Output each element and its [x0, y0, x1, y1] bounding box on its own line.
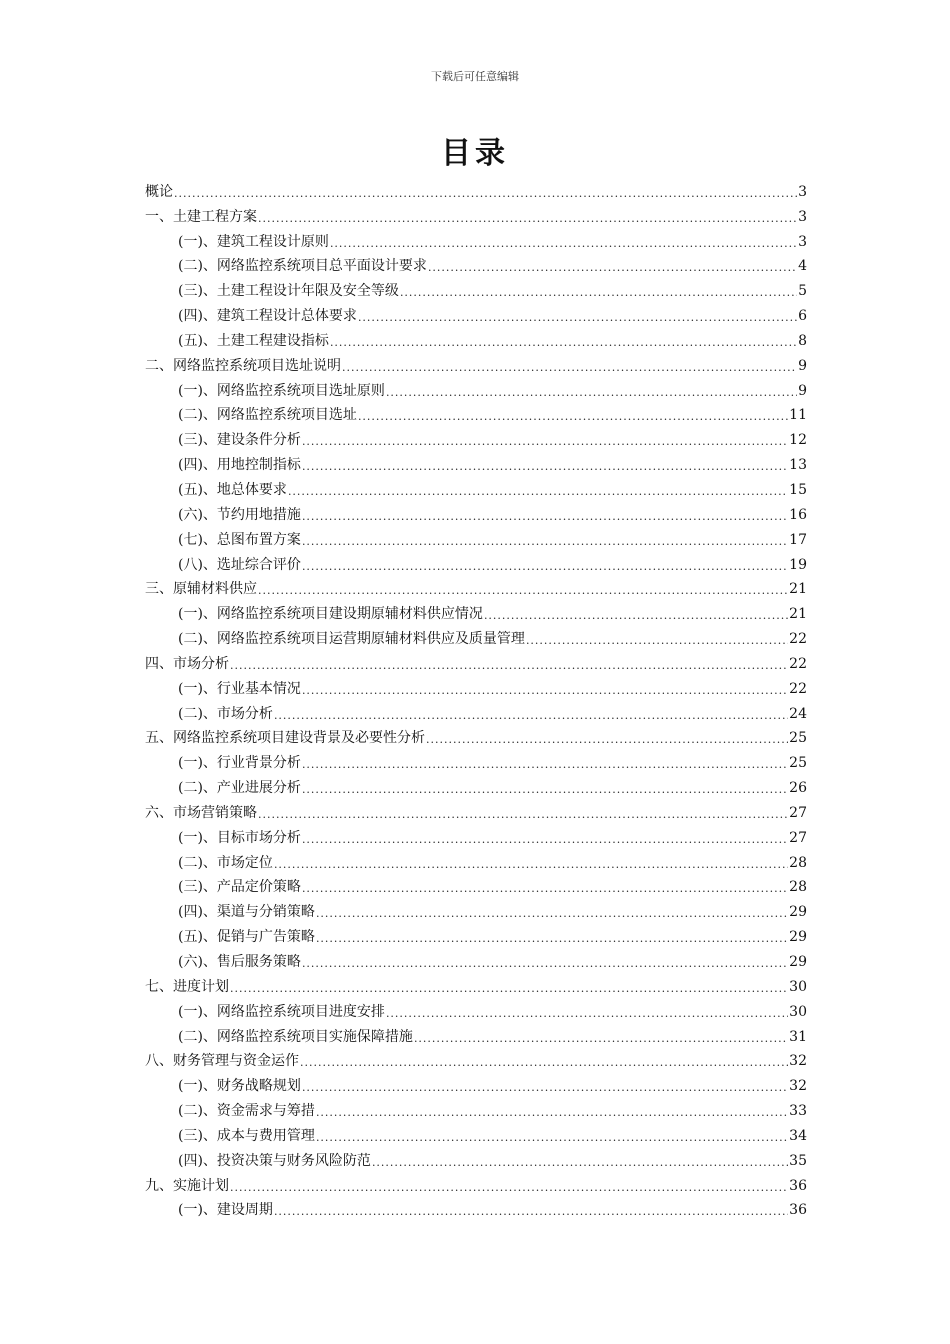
- toc-entry-title: (八)、选址综合评价: [178, 556, 301, 573]
- toc-leader-dots: [316, 1106, 788, 1120]
- toc-leader-dots: [302, 783, 788, 797]
- toc-entry[interactable]: [145, 772, 807, 797]
- toc-entry[interactable]: [145, 474, 807, 499]
- toc-entry-title: (一)、目标市场分析: [178, 829, 301, 846]
- toc-entry-page: 19: [789, 556, 807, 573]
- toc-entry[interactable]: [145, 847, 807, 872]
- toc-entry-page: 35: [789, 1152, 807, 1169]
- toc-entry-page: 22: [789, 631, 807, 648]
- toc-leader-dots: [230, 982, 788, 996]
- toc-entry-page: 16: [789, 506, 807, 523]
- toc-entry-title: 三、原辅材料供应: [145, 581, 257, 598]
- toc-entry[interactable]: [145, 574, 807, 599]
- toc-entry[interactable]: [145, 350, 807, 375]
- toc-leader-dots: [302, 1081, 788, 1095]
- toc-entry-page: 21: [789, 581, 807, 598]
- toc-entry[interactable]: [145, 1021, 807, 1046]
- toc-entry[interactable]: [145, 375, 807, 400]
- toc-leader-dots: [302, 535, 788, 549]
- toc-entry-title: (一)、财务战略规划: [178, 1078, 301, 1095]
- toc-entry-page: 25: [789, 755, 807, 772]
- toc-entry-title: (二)、网络监控系统项目运营期原辅材料供应及质量管理: [178, 631, 525, 648]
- toc-leader-dots: [386, 1007, 788, 1021]
- toc-entry-page: 36: [789, 1177, 807, 1194]
- toc-leader-dots: [274, 709, 788, 723]
- toc-entry[interactable]: [145, 996, 807, 1021]
- toc-entry[interactable]: [145, 921, 807, 946]
- toc-entry-title: (五)、地总体要求: [178, 481, 287, 498]
- toc-entry-title: (一)、行业背景分析: [178, 755, 301, 772]
- table-of-contents: [145, 176, 807, 1219]
- toc-entry-title: (二)、市场分析: [178, 705, 273, 722]
- page-title: 目录: [441, 136, 509, 171]
- toc-leader-dots: [258, 808, 788, 822]
- toc-entry-page: 15: [789, 481, 807, 498]
- toc-entry[interactable]: [145, 623, 807, 648]
- toc-leader-dots: [330, 237, 797, 251]
- toc-leader-dots: [302, 460, 788, 474]
- toc-entry[interactable]: [145, 226, 807, 251]
- toc-entry-page: 36: [789, 1202, 807, 1219]
- toc-entry-page: 30: [789, 1003, 807, 1020]
- toc-entry-page: 28: [789, 879, 807, 896]
- toc-leader-dots: [288, 485, 788, 499]
- toc-leader-dots: [174, 187, 797, 201]
- toc-entry-title: (一)、行业基本情况: [178, 680, 301, 697]
- toc-entry-page: 34: [789, 1127, 807, 1144]
- toc-entry[interactable]: [145, 1095, 807, 1120]
- toc-entry-page: 28: [789, 854, 807, 871]
- toc-leader-dots: [358, 410, 788, 424]
- toc-entry[interactable]: [145, 723, 807, 748]
- toc-entry-page: 27: [789, 829, 807, 846]
- toc-entry-title: (二)、网络监控系统项目选址: [178, 407, 357, 424]
- toc-leader-dots: [300, 1056, 788, 1070]
- toc-leader-dots: [316, 1131, 788, 1145]
- toc-leader-dots: [302, 684, 788, 698]
- toc-entry-page: 3: [798, 233, 807, 250]
- toc-entry-title: (三)、产品定价策略: [178, 879, 301, 896]
- toc-entry[interactable]: [145, 400, 807, 425]
- toc-entry[interactable]: [145, 1170, 807, 1195]
- toc-entry[interactable]: [145, 499, 807, 524]
- toc-entry-page: 4: [798, 258, 807, 275]
- toc-entry[interactable]: [145, 424, 807, 449]
- toc-entry-title: (一)、网络监控系统项目选址原则: [178, 382, 385, 399]
- toc-entry-title: (一)、建筑工程设计原则: [178, 233, 329, 250]
- toc-entry-page: 17: [789, 531, 807, 548]
- toc-entry-page: 32: [789, 1078, 807, 1095]
- toc-leader-dots: [330, 336, 797, 350]
- toc-entry[interactable]: [145, 1046, 807, 1071]
- toc-entry-title: 二、网络监控系统项目选址说明: [145, 357, 341, 374]
- toc-entry-page: 5: [798, 283, 807, 300]
- toc-leader-dots: [484, 609, 788, 623]
- toc-entry-title: (二)、网络监控系统项目总平面设计要求: [178, 258, 427, 275]
- toc-leader-dots: [400, 286, 797, 300]
- toc-entry-title: 四、市场分析: [145, 655, 229, 672]
- toc-entry-title: (三)、建设条件分析: [178, 432, 301, 449]
- toc-entry[interactable]: [145, 176, 807, 201]
- toc-entry-title: (二)、网络监控系统项目实施保障措施: [178, 1028, 413, 1045]
- toc-entry-title: (四)、投资决策与财务风险防范: [178, 1152, 371, 1169]
- toc-leader-dots: [302, 882, 788, 896]
- toc-leader-dots: [274, 1205, 788, 1219]
- toc-entry[interactable]: [145, 1120, 807, 1145]
- toc-leader-dots: [302, 833, 788, 847]
- toc-entry-page: 22: [789, 655, 807, 672]
- toc-entry-title: (七)、总图布置方案: [178, 531, 301, 548]
- toc-entry-title: 八、财务管理与资金运作: [145, 1053, 299, 1070]
- toc-leader-dots: [526, 634, 788, 648]
- toc-entry-page: 32: [789, 1053, 807, 1070]
- toc-entry[interactable]: [145, 896, 807, 921]
- toc-entry-title: (六)、售后服务策略: [178, 954, 301, 970]
- toc-entry[interactable]: [145, 872, 807, 897]
- toc-leader-dots: [258, 212, 797, 226]
- toc-entry-page: 9: [798, 382, 807, 399]
- toc-entry-page: 11: [789, 407, 807, 424]
- toc-leader-dots: [274, 858, 788, 872]
- toc-entry-page: 3: [798, 183, 807, 200]
- toc-entry[interactable]: [145, 549, 807, 574]
- toc-entry[interactable]: [145, 747, 807, 772]
- toc-entry[interactable]: [145, 325, 807, 350]
- toc-entry-title: (三)、土建工程设计年限及安全等级: [178, 283, 399, 300]
- toc-entry-title: 九、实施计划: [145, 1177, 229, 1194]
- toc-entry[interactable]: [145, 698, 807, 723]
- toc-entry-page: 29: [789, 904, 807, 921]
- toc-leader-dots: [414, 1032, 788, 1046]
- toc-entry[interactable]: [145, 524, 807, 549]
- toc-entry-title: (三)、成本与费用管理: [178, 1127, 315, 1144]
- toc-leader-dots: [342, 361, 797, 375]
- toc-entry[interactable]: [145, 648, 807, 673]
- toc-entry-title: (二)、市场定位: [178, 854, 273, 871]
- toc-entry-page: 6: [798, 308, 807, 325]
- toc-leader-dots: [428, 261, 797, 275]
- toc-entry-title: 五、网络监控系统项目建设背景及必要性分析: [145, 730, 425, 747]
- toc-entry-title: 七、进度计划: [145, 978, 229, 995]
- toc-entry[interactable]: [145, 300, 807, 325]
- toc-entry-page: 21: [789, 606, 807, 623]
- toc-entry[interactable]: [145, 201, 807, 226]
- toc-leader-dots: [372, 1156, 788, 1170]
- toc-entry-title: (二)、产业进展分析: [178, 780, 301, 797]
- toc-entry[interactable]: [145, 673, 807, 698]
- toc-entry-title: (一)、网络监控系统项目建设期原辅材料供应情况: [178, 606, 483, 623]
- toc-entry[interactable]: [145, 946, 807, 971]
- toc-leader-dots: [230, 1181, 788, 1195]
- toc-entry[interactable]: [145, 449, 807, 474]
- toc-leader-dots: [302, 957, 788, 971]
- toc-entry-page: 29: [789, 954, 807, 970]
- toc-entry-title: (一)、网络监控系统项目进度安排: [178, 1003, 385, 1020]
- toc-leader-dots: [358, 311, 797, 325]
- toc-entry-page: 12: [789, 432, 807, 449]
- toc-leader-dots: [386, 386, 797, 400]
- toc-entry-title: 六、市场营销策略: [145, 804, 257, 821]
- toc-entry-title: (四)、用地控制指标: [178, 457, 301, 474]
- toc-leader-dots: [302, 510, 788, 524]
- toc-leader-dots: [230, 659, 788, 673]
- toc-entry-page: 26: [789, 780, 807, 797]
- toc-entry-title: (四)、渠道与分销策略: [178, 904, 315, 921]
- toc-leader-dots: [426, 733, 788, 747]
- toc-entry[interactable]: [145, 971, 807, 996]
- toc-entry-page: 31: [789, 1028, 807, 1045]
- toc-entry-title: (二)、资金需求与筹措: [178, 1103, 315, 1120]
- toc-entry-page: 29: [789, 929, 807, 946]
- toc-entry-page: 9: [798, 357, 807, 374]
- toc-leader-dots: [258, 584, 788, 598]
- header-note: 下载后可任意编辑: [431, 70, 519, 83]
- toc-entry-page: 22: [789, 680, 807, 697]
- toc-entry-title: (六)、节约用地措施: [178, 506, 301, 523]
- toc-entry-page: 25: [789, 730, 807, 747]
- toc-entry[interactable]: [145, 1195, 807, 1220]
- toc-entry[interactable]: [145, 251, 807, 276]
- toc-entry[interactable]: [145, 275, 807, 300]
- toc-entry-page: 30: [789, 978, 807, 995]
- toc-entry-page: 8: [798, 332, 807, 349]
- toc-leader-dots: [302, 435, 788, 449]
- toc-entry[interactable]: [145, 822, 807, 847]
- toc-entry-page: 3: [798, 208, 807, 225]
- toc-entry[interactable]: [145, 598, 807, 623]
- toc-leader-dots: [316, 932, 788, 946]
- toc-entry-title: (四)、建筑工程设计总体要求: [178, 308, 357, 325]
- toc-entry-page: 13: [789, 457, 807, 474]
- toc-entry-page: 24: [789, 705, 807, 722]
- toc-leader-dots: [316, 907, 788, 921]
- toc-entry-title: 概论: [145, 183, 173, 200]
- toc-entry[interactable]: [145, 1145, 807, 1170]
- toc-entry-title: (一)、建设周期: [178, 1202, 273, 1219]
- toc-entry-page: 27: [789, 804, 807, 821]
- toc-leader-dots: [302, 758, 788, 772]
- toc-entry-title: 一、土建工程方案: [145, 208, 257, 225]
- toc-entry[interactable]: [145, 1070, 807, 1095]
- toc-entry-title: (五)、土建工程建设指标: [178, 332, 329, 349]
- toc-entry[interactable]: [145, 797, 807, 822]
- toc-entry-page: 33: [789, 1103, 807, 1120]
- toc-leader-dots: [302, 560, 788, 574]
- toc-entry-title: (五)、促销与广告策略: [178, 929, 315, 946]
